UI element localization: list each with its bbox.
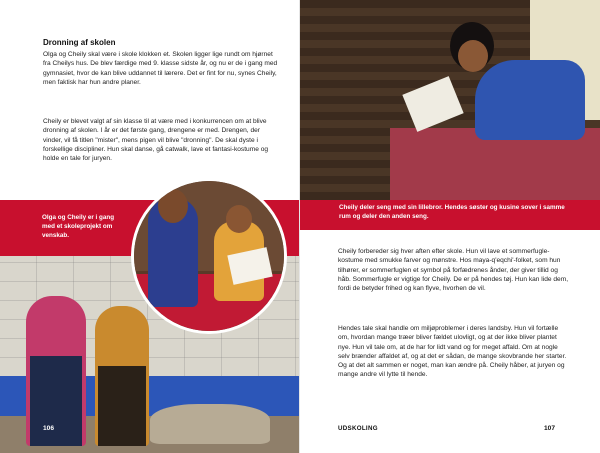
right-paragraph-2: Hendes tale skal handle om miljøproblemer i deres landsby. Hun vil fortælle om, hvordan mange træer bliver fældet ulovligt, og at der ikke bliver plantet nye. Hun vil tale om, at de har for lidt vand og for meget affald. Om at nogle selv brænder affaldet af, og at det er sådan, de mange skovbrande her starter. Og at det alt sammen er noget, man kan ændre på. Cheily håber, at juryen og mange andre vil lytte til hende. [338,325,567,379]
left-paragraph-1: Olga og Cheily skal være i skole klokken et. Skolen ligger lige rundt om hjørnet fra Cheilys hus. De blev færdige med 9. klasse sidste år, og nu er de i gang med gymnasiet, hvor de kan blive uddannet til lærere. Det er fint for nu, synes Cheily, men faktisk har hun andre planer. [43,51,278,86]
page-number-right: 107 [544,425,556,432]
section-heading: Dronning af skolen [43,38,116,47]
page-number-left: 106 [43,425,55,432]
circle-photo-school-project [131,178,287,334]
right-page [300,0,600,453]
right-paragraph-1: Cheily forbereder sig hver aften efter skole. Hun vil lave et sommerfugle-kostume med smukke farver og mønstre. Hos maya-q'eqchi'-folket, som hun tilhører, er sommerfuglen et symbol på forfædrenes ånder, der giver tillid og håb. Sommerfugle er vigtige for Cheily. De er på hendes tøj. Hun kan lide dem, fordi de betyder frihed og kan flyve, hvorhen de vil. [338,248,569,293]
photo-girl-reading-on-bed [300,0,600,200]
photo-caption-left: Olga og Cheily er i gang med et skoleprojekt om venskab. [42,214,115,239]
left-paragraph-2: Cheily er blevet valgt af sin klasse til at være med i konkurrencen om at blive dronning af skolen. I år er det første gang, drengene er med. Drengen, der vinder, vil få titlen "mister", mens pigen vil blive "dronning". De skal dyste i forskellige discipliner. Hun skal danse, gå catwalk, lave et fantasi-kostume og holde en tale for juryen. [43,118,269,163]
section-label: UDSKOLING [338,425,378,432]
photo-caption-right: Cheily deler seng med sin lillebror. Hendes søster og kusine sover i samme rum og deler den anden seng. [339,204,565,220]
